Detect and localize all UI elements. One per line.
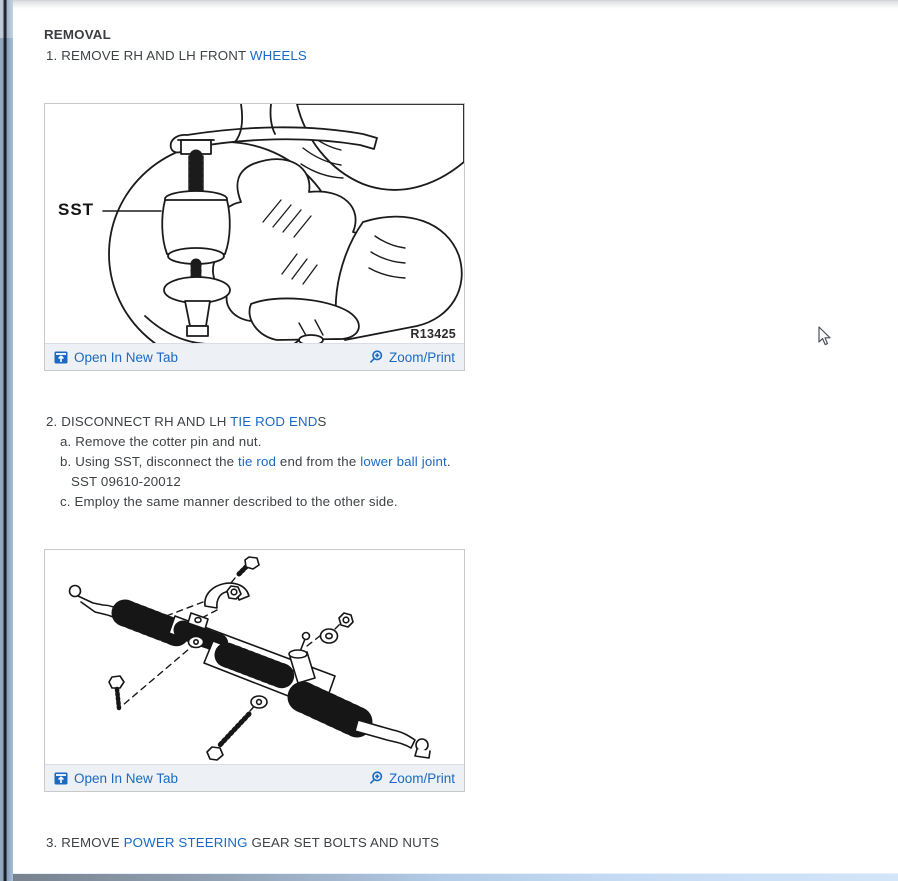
zoom-print-link[interactable]	[369, 350, 455, 365]
figure-panel-2	[44, 549, 465, 792]
step-2b-text-mid: end from the	[276, 454, 361, 469]
step-2-text-end: S	[317, 414, 327, 429]
open-in-new-tab-icon	[54, 351, 68, 364]
zoom-in-magnifier-icon	[369, 350, 383, 364]
zoom-print-label: Zoom/Print	[388, 349, 455, 365]
sst-callout-label: SST	[58, 200, 95, 219]
zoom-in-magnifier-icon	[369, 771, 383, 785]
figure-2-footer	[45, 764, 464, 791]
figure-reference-code: R13425	[410, 327, 456, 341]
steering-rack-exploded-illustration	[45, 550, 464, 764]
step-2b-text: b. Using SST, disconnect the	[60, 454, 239, 469]
power-steering-link[interactable]: POWER STEERING	[123, 835, 248, 850]
open-in-new-tab-label: Open In New Tab	[74, 770, 179, 786]
desktop-edge-strip-top	[0, 0, 13, 38]
toolbar-bottom-shadow	[13, 0, 898, 9]
step-1-text: 1. REMOVE RH AND LH FRONT	[46, 48, 250, 63]
taskbar-top-edge	[13, 873, 898, 881]
step-2c-line: c. Employ the same manner described to the other side.	[60, 494, 398, 509]
step-2b-line	[60, 454, 451, 469]
figure-panel-1	[44, 103, 465, 371]
figure-1-image	[45, 104, 464, 343]
open-in-new-tab-icon	[54, 772, 68, 785]
zoom-print-link[interactable]	[369, 771, 455, 786]
tie-rod-ends-link[interactable]: TIE ROD END	[230, 414, 318, 429]
open-in-new-tab-link[interactable]	[54, 350, 178, 365]
tie-rod-link[interactable]: tie rod	[238, 454, 277, 469]
desktop-edge-strip	[0, 0, 13, 881]
step-2a-line: a. Remove the cotter pin and nut.	[60, 434, 262, 449]
figure-2-image	[45, 550, 464, 764]
step-3-line	[46, 835, 439, 850]
wheels-link[interactable]: WHEELS	[249, 48, 307, 63]
step-2-text: 2. DISCONNECT RH AND LH	[46, 414, 231, 429]
figure-1-footer	[45, 343, 464, 370]
arrow-pointer-cursor	[818, 326, 831, 346]
step-1-line	[46, 48, 307, 63]
open-in-new-tab-label: Open In New Tab	[74, 349, 179, 365]
sst-tie-rod-end-illustration	[45, 104, 464, 343]
sst-part-number: SST 09610-20012	[71, 474, 181, 489]
step-3-text: 3. REMOVE	[46, 835, 124, 850]
open-in-new-tab-link[interactable]	[54, 771, 178, 786]
lower-ball-joint-link[interactable]: lower ball joint	[360, 454, 447, 469]
section-heading: REMOVAL	[44, 27, 111, 42]
zoom-print-label: Zoom/Print	[388, 770, 455, 786]
step-2b-text-end: .	[446, 454, 451, 469]
step-2-line	[46, 414, 327, 429]
step-3-text-end: GEAR SET BOLTS AND NUTS	[247, 835, 440, 850]
